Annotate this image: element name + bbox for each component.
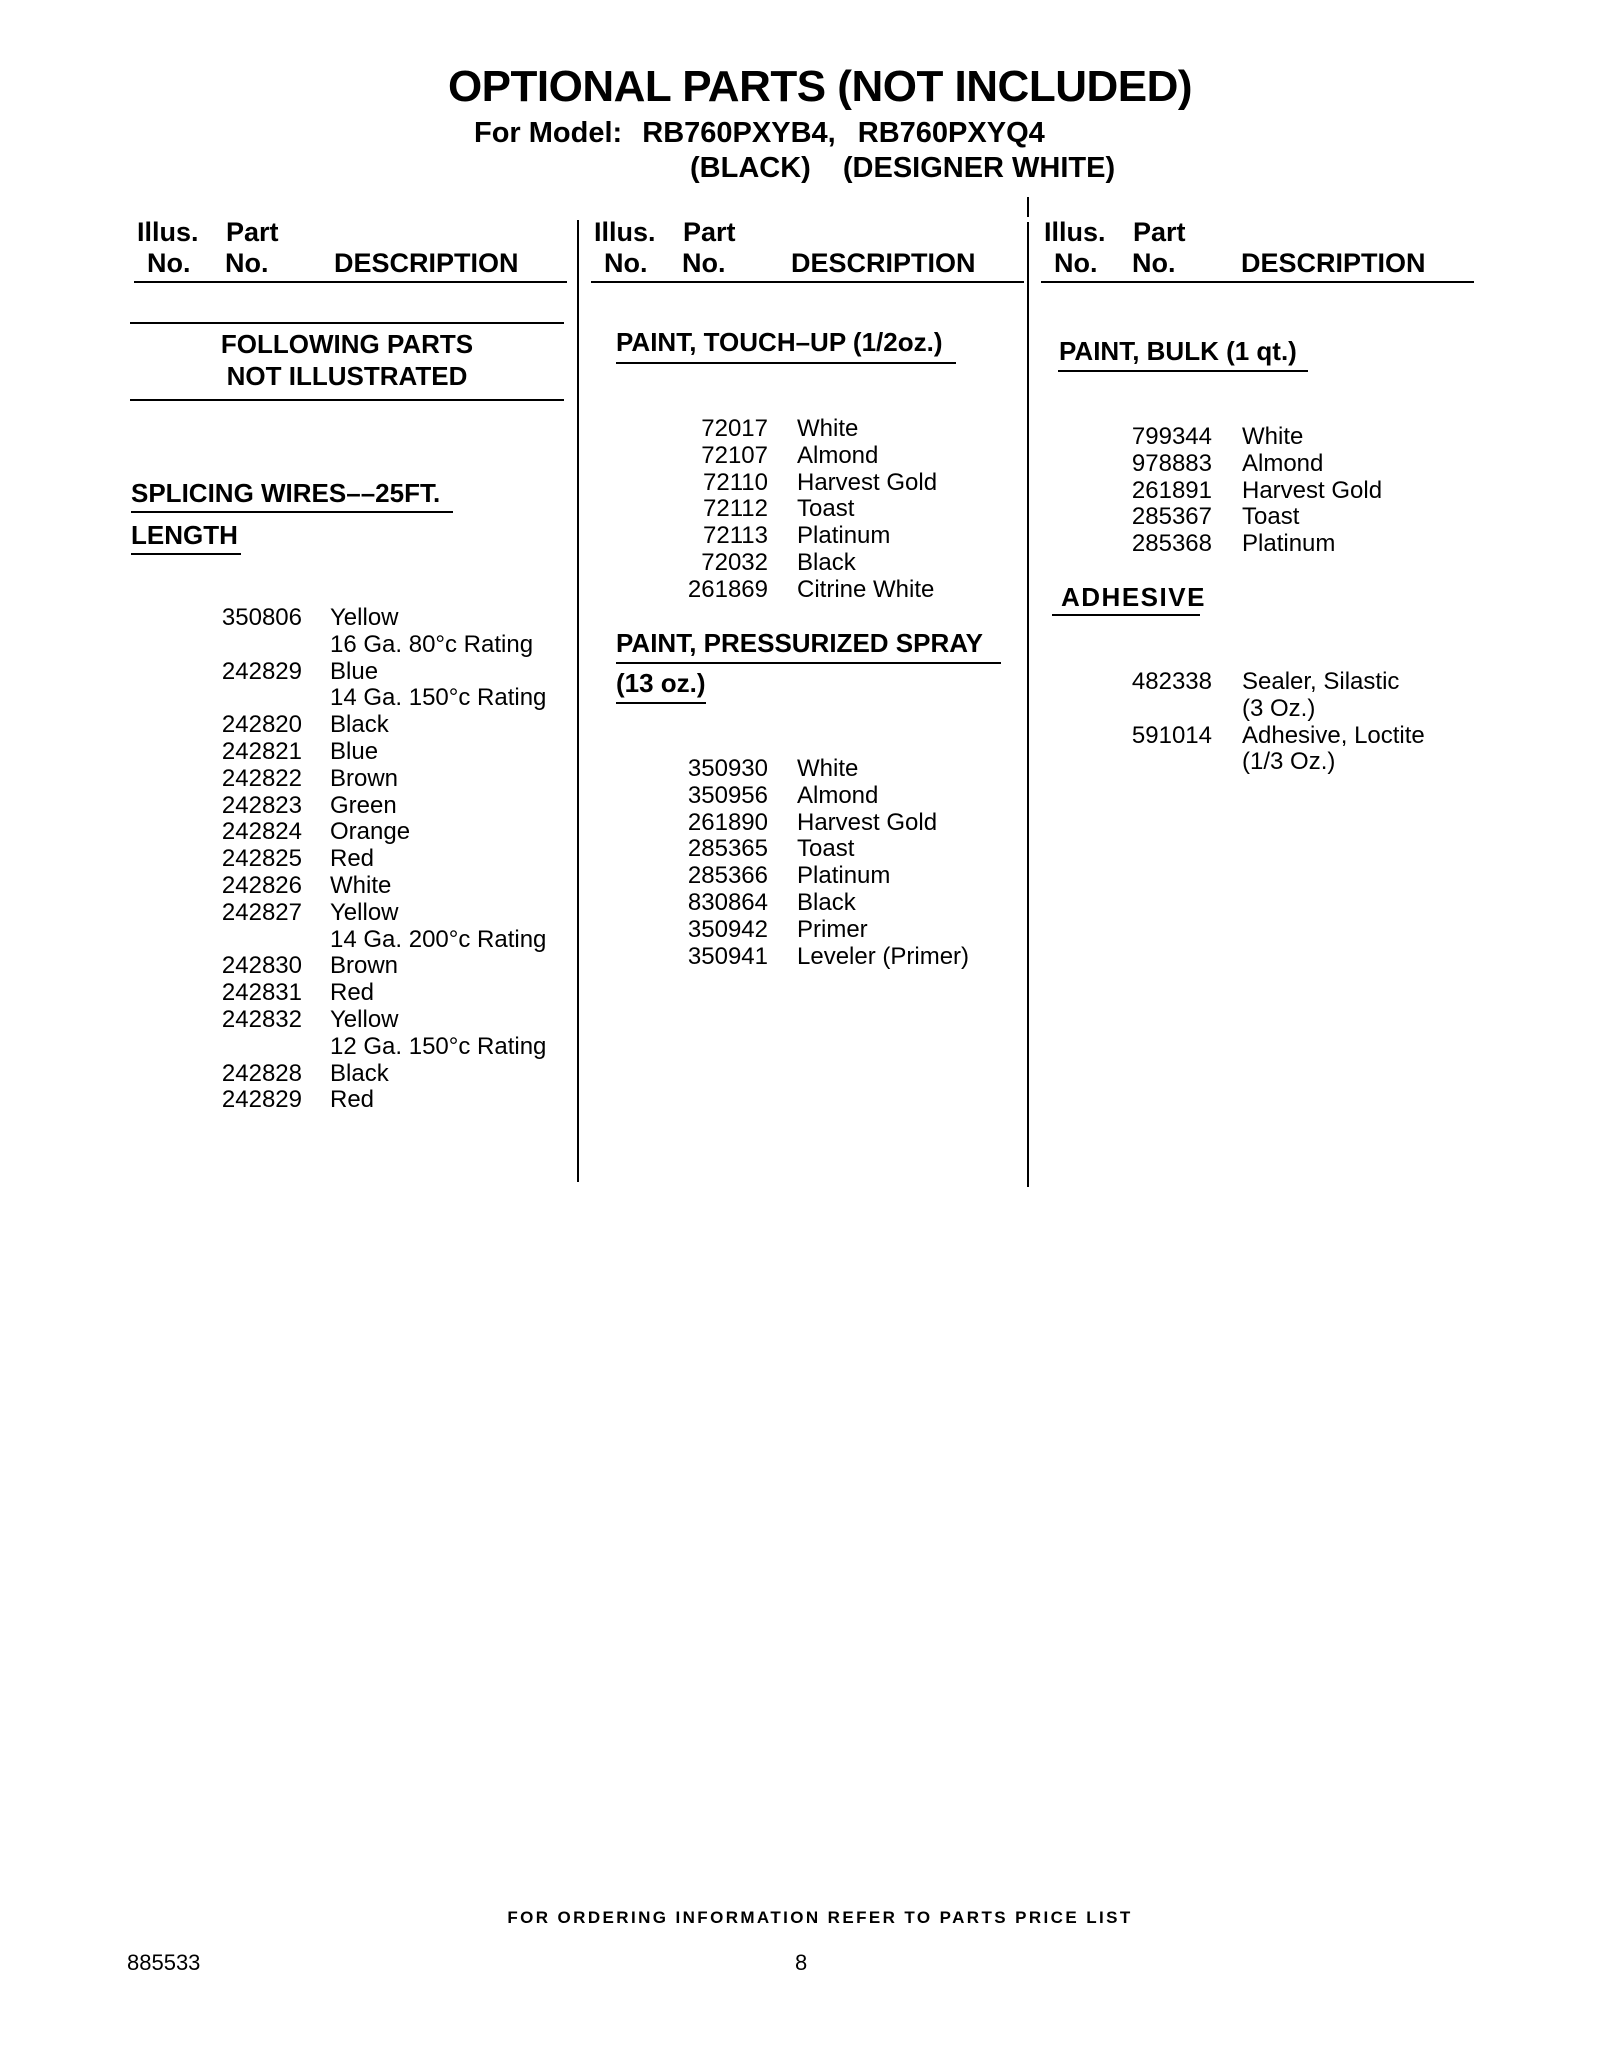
part-description: Red [330,845,375,873]
part-number: 72032 [701,548,768,576]
part-description: Harvest Gold [1242,476,1383,504]
header-illus-no: No. [604,248,648,278]
part-row [652,577,1032,604]
part-row [182,1087,582,1114]
part-description: Citrine White [797,575,935,603]
part-number: 285367 [1131,503,1212,531]
part-row [1096,696,1476,723]
part-row [1096,451,1476,478]
part-description: Brown [330,952,399,980]
part-number: 261869 [687,575,768,603]
part-number: 72113 [703,522,768,550]
notice-line-2: NOT ILLUSTRATED [226,361,468,391]
part-row [1096,723,1476,750]
part-description: Adhesive, Loctite [1242,721,1425,749]
part-number: 591014 [1131,721,1212,749]
part-number: 350941 [687,942,768,970]
model-number-black: RB760PXYB4, [642,117,836,149]
part-row [652,944,1032,971]
part-description: Primer [797,915,868,943]
part-description: Almond [1242,449,1324,477]
part-row [1096,669,1476,696]
header-illus-no: No. [1054,248,1098,278]
part-description: Brown [330,764,399,792]
part-description: Almond [797,441,879,469]
part-number: 72112 [703,495,768,523]
splicing-wires-title-line2: LENGTH [131,520,238,550]
part-row [182,900,582,927]
part-number: 350806 [221,604,302,631]
part-row [182,873,582,900]
part-description: White [330,871,392,899]
part-number: 242823 [221,791,302,819]
part-number: 285368 [1131,530,1212,558]
part-number: 482338 [1131,668,1212,695]
header-part-no: No. [225,248,269,278]
part-row [1096,749,1476,776]
page-title: OPTIONAL PARTS (NOT INCLUDED) [447,62,1193,111]
part-description: Red [330,979,375,1007]
part-number: 242820 [221,711,302,739]
part-row [182,685,582,712]
spray-paint-title-line2: (13 oz.) [616,668,706,698]
header-part: Part [1133,217,1186,247]
notice-rule-bottom [130,399,564,401]
bulk-paint-title: PAINT, BULK (1 qt.) [1059,336,1297,366]
column2-header [594,217,1024,281]
part-description: Green [330,791,397,819]
header-illus: Illus. [137,217,199,247]
adhesive-underline [1052,614,1200,616]
part-description: Platinum [797,522,891,550]
column-divider-right [1027,222,1029,1187]
part-description: (1/3 Oz.) [1242,748,1336,776]
model-color-black: (BLACK) [690,152,811,184]
splicing-wires-underline [131,511,453,513]
part-row [182,712,582,739]
part-number: 978883 [1131,449,1212,477]
header-part-no: No. [682,248,726,278]
part-number: 261890 [687,808,768,836]
part-description: 14 Ga. 200°c Rating [330,925,547,953]
part-row [182,980,582,1007]
part-row [1096,531,1476,558]
header-description: DESCRIPTION [1241,248,1426,278]
part-description: Yellow [330,898,399,926]
part-row [182,846,582,873]
model-line [474,117,1045,150]
part-description: Yellow [330,604,399,631]
part-number: 242830 [221,952,302,980]
part-number: 242829 [221,657,302,685]
part-number: 242831 [221,979,302,1007]
part-description: Harvest Gold [797,468,938,496]
part-number: 242827 [221,898,302,926]
model-color-white: (DESIGNER WHITE) [842,152,1116,184]
part-number: 242828 [221,1059,302,1087]
part-row [182,766,582,793]
header-illus: Illus. [594,217,656,247]
part-description: White [1242,423,1304,450]
part-description: 14 Ga. 150°c Rating [330,684,547,712]
part-number: 242824 [221,818,302,846]
part-description: White [797,415,859,442]
bulk-paint-underline [1058,370,1308,372]
splicing-wires-underline-2 [131,553,241,555]
part-description: Red [330,1086,375,1114]
page-number: 8 [795,1950,808,1975]
spray-paint-underline [616,662,1001,664]
part-row [182,819,582,846]
part-description: Black [330,711,389,739]
part-row [652,756,1032,783]
part-number: 261891 [1131,476,1212,504]
part-row [652,550,1032,577]
part-description: Yellow [330,1005,399,1033]
part-row [652,443,1032,470]
part-description: Sealer, Silastic [1242,668,1400,695]
part-description: Black [330,1059,389,1087]
part-number: 350930 [687,755,768,782]
column1-header [137,217,567,281]
part-row [652,470,1032,497]
column-divider-right-top [1027,197,1029,217]
bulk-paint-list [1096,424,1476,558]
part-row [182,605,582,632]
part-number: 285365 [687,835,768,863]
part-description: Black [797,548,856,576]
header-part-no: No. [1132,248,1176,278]
part-description: White [797,755,859,782]
part-row [652,863,1032,890]
part-row [1096,424,1476,451]
part-number: 242822 [221,764,302,792]
adhesive-title: ADHESIVE [1061,582,1206,612]
part-row [652,810,1032,837]
part-row [182,953,582,980]
part-number: 72107 [701,441,768,469]
part-description: Almond [797,781,879,809]
model-colors-line [690,152,1115,185]
part-description: Black [797,888,856,916]
spray-paint-title: PAINT, PRESSURIZED SPRAY [616,628,983,658]
part-number: 242826 [221,871,302,899]
part-row [652,416,1032,443]
adhesive-list [1096,669,1476,776]
part-number: 350956 [687,781,768,809]
part-row [182,1007,582,1034]
part-number: 350942 [687,915,768,943]
part-description: Blue [330,737,379,765]
part-row [652,496,1032,523]
touchup-paint-underline [616,362,956,364]
part-number: 72017 [701,415,768,442]
part-row [652,523,1032,550]
header-part: Part [226,217,279,247]
part-row [182,1061,582,1088]
notice-line-1: FOLLOWING PARTS [220,329,474,359]
part-number: 242821 [221,737,302,765]
document-number: 885533 [127,1950,201,1975]
part-number: 72110 [703,468,768,496]
part-row [1096,504,1476,531]
part-description: Leveler (Primer) [797,942,970,970]
part-row [182,632,582,659]
part-number: 830864 [687,888,768,916]
part-number: 242829 [221,1086,302,1114]
part-description: 12 Ga. 150°c Rating [330,1032,547,1060]
part-description: Orange [330,818,411,846]
part-description: Platinum [1242,530,1336,558]
part-description: Harvest Gold [797,808,938,836]
header-description: DESCRIPTION [791,248,976,278]
column3-header [1044,217,1474,281]
not-illustrated-notice [130,328,564,392]
part-description: Platinum [797,862,891,890]
part-description: Toast [797,835,855,863]
column3-header-rule [1041,281,1474,283]
part-row [182,927,582,954]
part-number: 242825 [221,845,302,873]
model-prefix: For Model: [474,117,623,149]
part-row [182,659,582,686]
touchup-paint-title: PAINT, TOUCH–UP (1/2oz.) [616,327,943,357]
column2-header-rule [591,281,1024,283]
part-row [652,890,1032,917]
part-row [652,917,1032,944]
header-part: Part [683,217,736,247]
part-number: 242832 [221,1005,302,1033]
part-row [652,836,1032,863]
spray-paint-underline-2 [616,702,706,704]
part-row [182,793,582,820]
part-description: (3 Oz.) [1242,694,1316,722]
part-number: 799344 [1131,423,1212,450]
part-row [182,1034,582,1061]
model-number-white: RB760PXYQ4 [857,117,1045,149]
part-row [652,783,1032,810]
notice-rule-top [130,322,564,324]
touchup-paint-list [652,416,1032,604]
header-description: DESCRIPTION [334,248,519,278]
part-description: Toast [1242,503,1300,531]
splicing-wires-list [182,605,582,1114]
splicing-wires-title: SPLICING WIRES––25FT. [131,478,441,508]
column1-header-rule [134,281,567,283]
part-row [182,739,582,766]
header-illus: Illus. [1044,217,1106,247]
part-description: Toast [797,495,855,523]
header-illus-no: No. [147,248,191,278]
part-description: Blue [330,657,379,685]
part-row [1096,478,1476,505]
part-number: 285366 [687,862,768,890]
part-description: 16 Ga. 80°c Rating [330,630,534,658]
ordering-note: FOR ORDERING INFORMATION REFER TO PARTS PRICE LIST [507,1908,1133,1927]
spray-paint-list [652,756,1032,970]
